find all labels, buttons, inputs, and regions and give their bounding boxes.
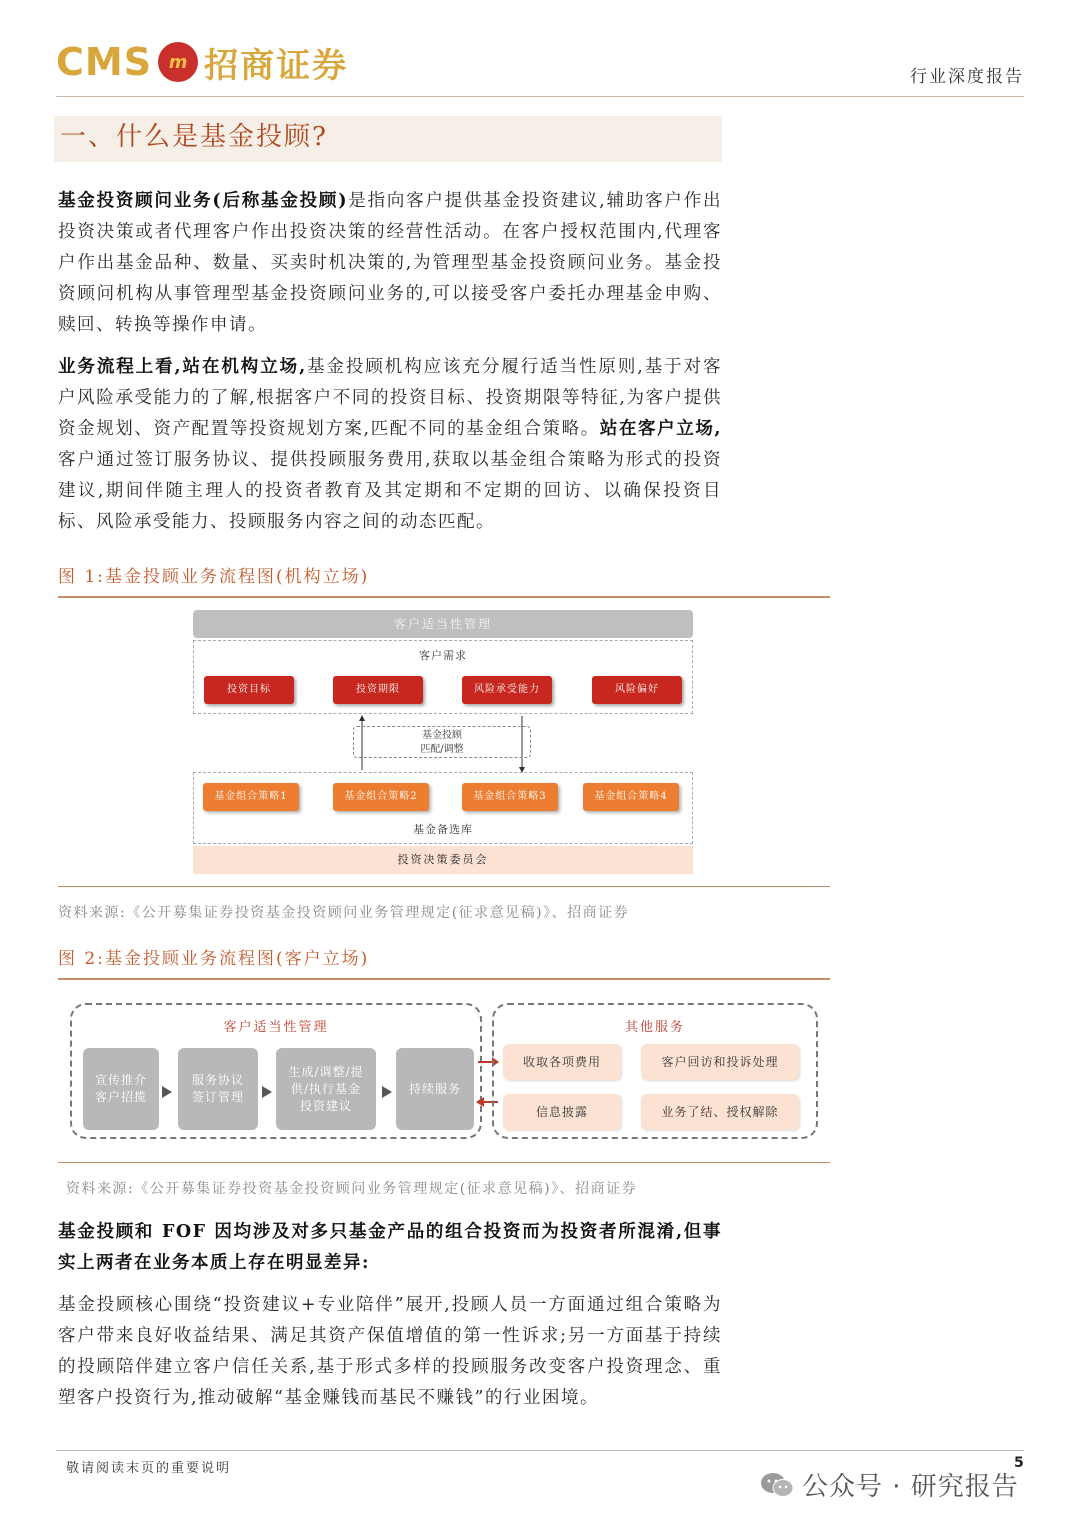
header-divider: [56, 96, 1024, 97]
paragraph-fof-comparison: 基金投顾和 FOF 因均涉及对多只基金产品的组合投资而为投资者所混淆,但事实上两者在业务本质上存在明显差异:: [58, 1222, 722, 1273]
need-risk-capacity: 风险承受能力: [462, 676, 552, 704]
figure2-suitability-title: 客户适当性管理: [223, 1020, 329, 1035]
service-visits-complaints: 客户回访和投诉处理: [641, 1044, 799, 1080]
paragraph-definition-text: 是指向客户提供基金投资建议,辅助客户作出投资决策或者代理客户作出投资决策的经营性活动。在客户授权范围内,代理客户作出基金品种、数量、买卖时机决策的,为管理型基金投资顾问业务。基金投资顾问机构从事管理型基金投资顾问业务的,可以接受客户委托办理基金申购、赎回、转换等操作申请。: [58, 191, 723, 335]
paragraph-advisor-core: 基金投顾核心围绕“投资建议+专业陪伴”展开,投顾人员一方面通过组合策略为客户带来良好收益结果、满足其资产保值增值的第一性诉求;另一方面基于持续的投顾陪伴建立客户信任关系,基于形式多样的投顾服务改变客户投资理念、重塑客户投资行为,推动破解“基金赚钱而基民不赚钱”的行业困境。: [58, 1295, 722, 1408]
wechat-icon: [760, 1471, 794, 1499]
figure1-committee: 投资决策委员会: [193, 846, 693, 874]
footer-notice: 敬请阅读末页的重要说明: [66, 1461, 232, 1476]
step-ongoing-service-text: 持续服务: [408, 1081, 461, 1096]
figure2-bottom-rule: [58, 1162, 830, 1163]
report-type: 行业深度报告: [910, 67, 1024, 87]
strategy-2: 基金组合策略2: [333, 783, 429, 811]
paragraph-process-text-1: 基金投顾机构应该充分履行适当性原则,基于对客户风险承受能力的了解,根据客户不同的投资目标、投资期限等特征,为客户提供资金规划、资产配置等投资规划方案,匹配不同的基金组合策略。: [58, 357, 723, 439]
paragraph-process-bold-2: 站在客户立场,: [599, 419, 723, 439]
figure1-top-rule: [58, 596, 830, 598]
strategy-4: 基金组合策略4: [583, 783, 679, 811]
step-promotion-text: 宣传推介 客户招揽: [94, 1073, 147, 1104]
figure1-suitability-bar: 客户适当性管理: [193, 610, 693, 638]
need-investment-term: 投资期限: [333, 676, 423, 704]
watermark: [760, 1466, 1019, 1503]
page-number: 5: [1014, 1455, 1024, 1471]
figure1-advisor-line1: 基金投顾: [422, 730, 462, 741]
need-investment-goal: 投资目标: [204, 676, 294, 704]
logo-badge-icon: m: [158, 42, 198, 82]
figure1-needs-label: 客户需求: [419, 649, 467, 662]
service-termination: 业务了结、授权解除: [641, 1094, 799, 1130]
figure1-source: 资料来源:《公开募集证券投资基金投资顾问业务管理规定(征求意见稿)》、招商证券: [58, 905, 630, 921]
service-fees: 收取各项费用: [503, 1044, 621, 1080]
arrow-right-icon: [162, 1086, 172, 1098]
figure1-pool-label: 基金备选库: [413, 823, 473, 836]
step-advice-text: 生成/调整/提 供/执行基金 投资建议: [288, 1064, 364, 1113]
section-title: 一、什么是基金投顾?: [54, 116, 722, 162]
step-agreement-text: 服务协议 签订管理: [191, 1073, 244, 1104]
figure2-other-services-title: 其他服务: [624, 1020, 685, 1035]
logo-cms-text: CMS: [56, 40, 153, 84]
strategy-3: 基金组合策略3: [462, 783, 558, 811]
paragraph-process-bold-1: 业务流程上看,站在机构立场,: [58, 357, 307, 377]
figure1-caption: 图 1:基金投顾业务流程图(机构立场): [58, 567, 370, 587]
arrow-right-icon: [262, 1086, 272, 1098]
paragraph-process: [58, 352, 722, 538]
figure2-top-rule: [58, 978, 830, 980]
footer-divider: [56, 1450, 1024, 1451]
figure2-caption: 图 2:基金投顾业务流程图(客户立场): [58, 949, 370, 969]
logo-chinese-name: 招商证券: [204, 45, 349, 86]
paragraph-definition: [58, 186, 722, 341]
service-disclosure: 信息披露: [503, 1094, 621, 1130]
need-risk-preference: 风险偏好: [592, 676, 682, 704]
figure1-bottom-rule: [58, 886, 830, 887]
paragraph-process-text-2: 客户通过签订服务协议、提供投顾服务费用,获取以基金组合策略为形式的投资建议,期间伴随主理人的投资者教育及其定期和不定期的回访、以确保投资目标、风险承受能力、投顾服务内容之间的动态匹配。: [58, 450, 722, 532]
figure1-advisor-match: [353, 726, 531, 758]
watermark-text: 公众号 · 研究报告: [802, 1472, 1019, 1502]
paragraph-definition-bold: 基金投资顾问业务(后称基金投顾): [58, 191, 349, 211]
figure2-arrows: [158, 1080, 498, 1120]
step-promotion: [83, 1048, 159, 1130]
strategy-1: 基金组合策略1: [203, 783, 299, 811]
figure2-source: 资料来源:《公开募集证券投资基金投资顾问业务管理规定(征求意见稿)》、招商证券: [66, 1181, 638, 1197]
company-logo: [56, 40, 349, 86]
figure1-advisor-line2: 匹配/调整: [420, 744, 464, 755]
arrow-right-icon: [382, 1086, 392, 1098]
